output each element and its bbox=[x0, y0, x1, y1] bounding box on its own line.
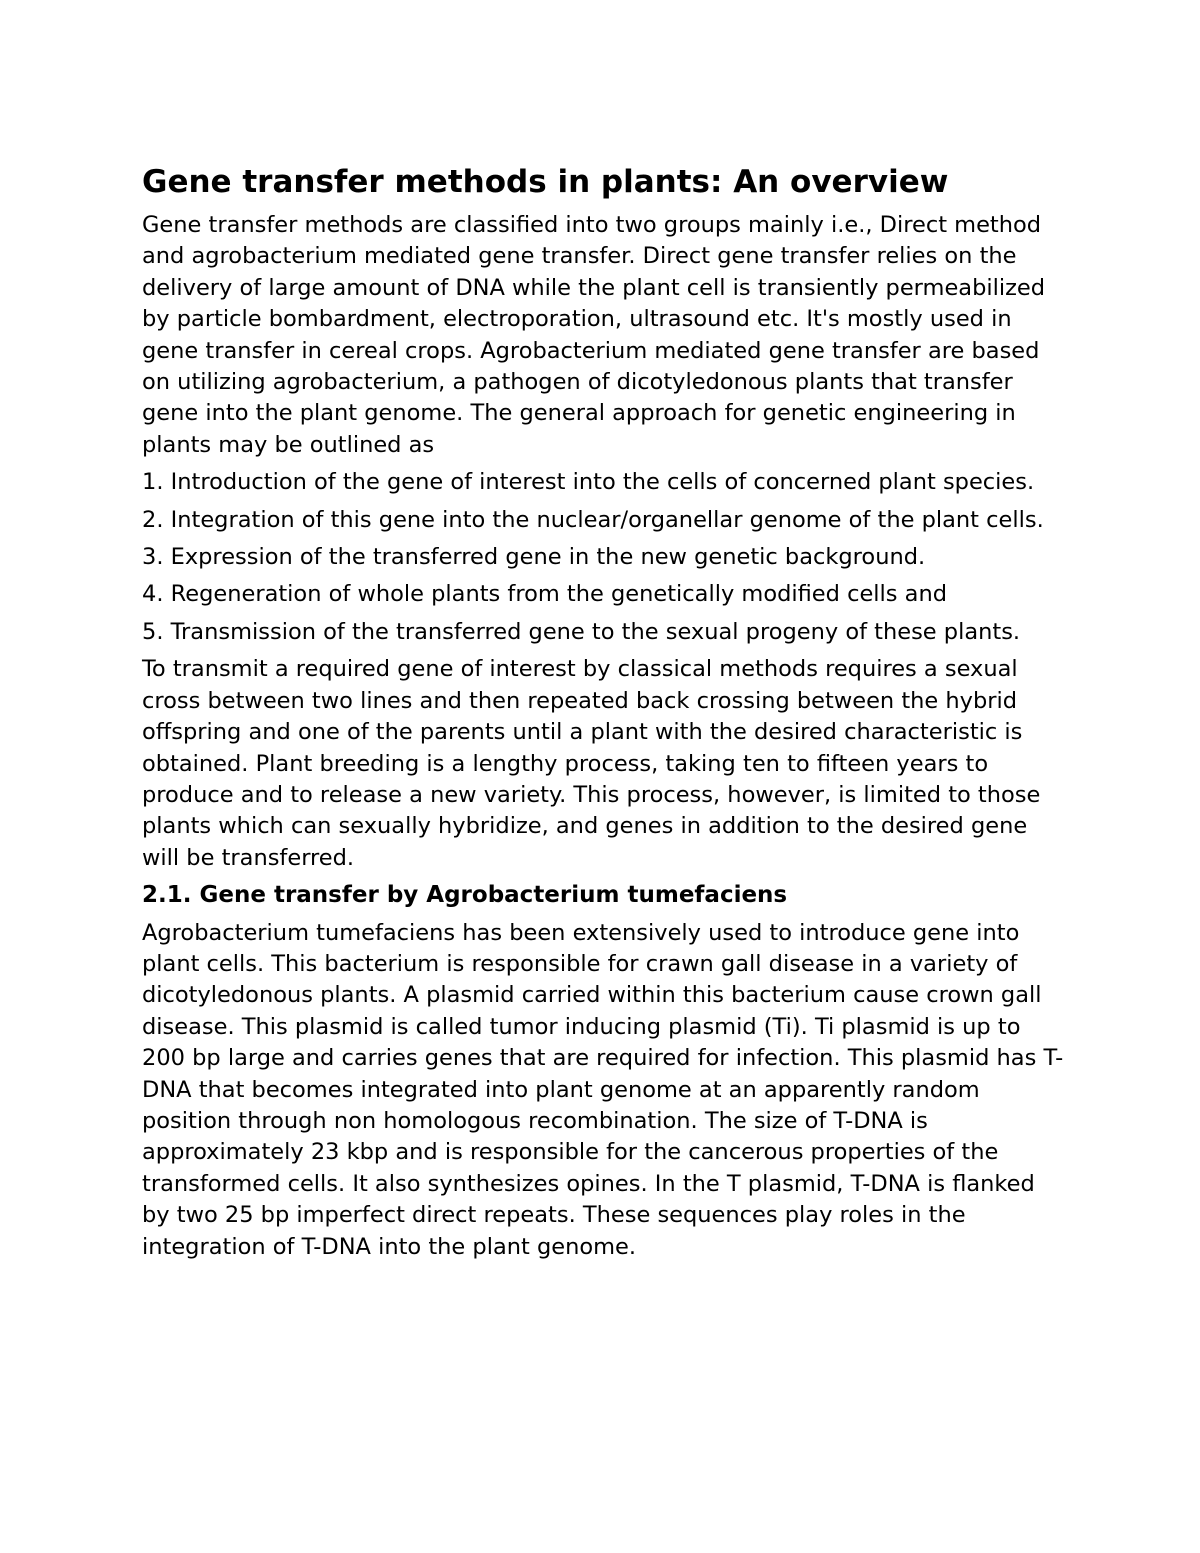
document-title: Gene transfer methods in plants: An overview bbox=[142, 164, 949, 200]
list-item: 4. Regeneration of whole plants from the genetically modified cells and bbox=[142, 581, 948, 608]
section-body-paragraph: Agrobacterium tumefaciens has been extensively used to introduce gene into plant cells. This bacterium is responsible for crawn gall disease in a variety of dicotyledonous plants. A plasmid carried within this bacterium cause crown gall disease. This plasmid is called tumor inducing plasmid (Ti). Ti plasmid is up to 200 bp large and carries genes that are required for infection. This plasmid has T-DNA that becomes integrated into plant genome at an apparently random position through non homologous recombination. The size of T-DNA is approximately 23 kbp and is responsible for the cancerous properties of the transformed cells. It also synthesizes opines. In the T plasmid, T-DNA is flanked by two 25 bp imperfect direct repeats. These sequences play roles in the integration of T-DNA into the plant genome. bbox=[142, 919, 1064, 1260]
list-item: 2. Integration of this gene into the nuclear/organellar genome of the plant cells. bbox=[142, 506, 1044, 533]
intro-paragraph: Gene transfer methods are classified into two groups mainly i.e., Direct method and agrobacterium mediated gene transfer. Direct gene transfer relies on the delivery of large amount of DNA while the plant cell is transiently permeabilized by particle bombardment, electroporation, ultrasound etc. It's mostly used in gene transfer in cereal crops. Agrobacterium mediated gene transfer are based on utilizing agrobacterium, a pathogen of dicotyledonous plants that transfer gene into the plant genome. The general approach for genetic engineering in plants may be outlined as bbox=[142, 212, 1046, 458]
section-heading: 2.1. Gene transfer by Agrobacterium tumefaciens bbox=[142, 882, 788, 909]
list-item: 3. Expression of the transferred gene in the new genetic background. bbox=[142, 544, 926, 571]
list-item: 1. Introduction of the gene of interest into the cells of concerned plant species. bbox=[142, 469, 1035, 496]
document-page bbox=[142, 162, 1067, 1269]
classical-methods-paragraph: To transmit a required gene of interest by classical methods requires a sexual cross between two lines and then repeated back crossing between the hybrid offspring and one of the parents until a plant with the desired characteristic is obtained. Plant breeding is a lengthy process, taking ten to fifteen years to produce and to release a new variety. This process, however, is limited to those plants which can sexually hybridize, and genes in addition to the desired gene will be transferred. bbox=[142, 656, 1041, 871]
list-item: 5. Transmission of the transferred gene to the sexual progeny of these plants. bbox=[142, 618, 1021, 645]
